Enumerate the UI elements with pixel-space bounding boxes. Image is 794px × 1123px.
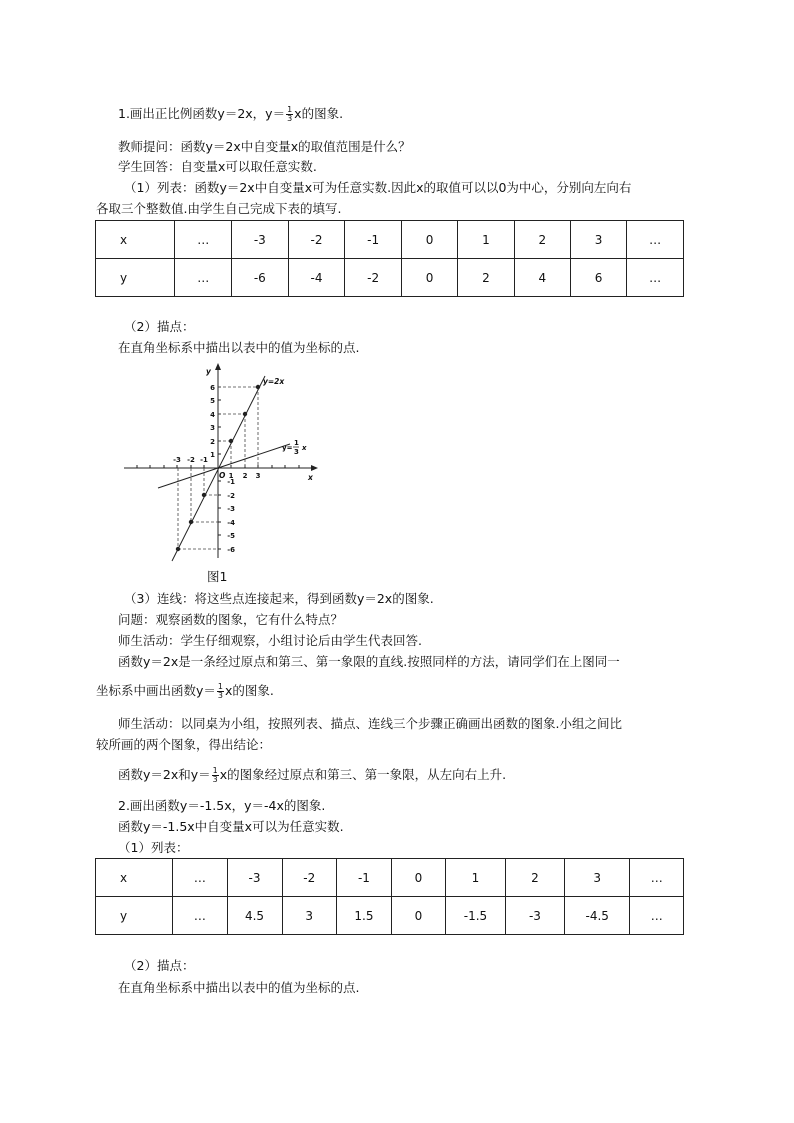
svg-text:1: 1: [294, 439, 299, 447]
fraction: $\frac{1}{3}$: [217, 682, 223, 700]
table-cell-label: x: [96, 859, 173, 897]
table-row-x: [96, 221, 684, 259]
student-answer: 学生回答：自变量x可以取任意实数.: [118, 159, 317, 174]
coordinate-figure: [118, 360, 328, 565]
table-cell: …: [175, 259, 232, 297]
svg-text:-5: -5: [227, 532, 235, 540]
table-cell: 0: [391, 897, 445, 935]
step2-text: 在直角坐标系中描出以表中的值为坐标的点.: [118, 340, 360, 355]
svg-text:-2: -2: [187, 456, 195, 464]
svg-text:3: 3: [210, 424, 215, 432]
table-cell: -1.5: [446, 897, 506, 935]
value-table-1: [95, 220, 684, 297]
table-cell: 2: [514, 221, 570, 259]
line-y-third-x: [158, 444, 290, 488]
origin-label: O: [219, 471, 226, 480]
table-cell: -6: [232, 259, 289, 297]
svg-text:3: 3: [255, 472, 261, 480]
table-cell: -4: [288, 259, 345, 297]
description-line2: 坐标系中画出函数y＝ $\frac{1}{3}$ x的图象.: [96, 682, 274, 700]
table-cell: 4: [514, 259, 570, 297]
table-cell: 3: [570, 221, 626, 259]
svg-text:1: 1: [210, 451, 215, 459]
table-cell: …: [630, 859, 684, 897]
table-cell: 3: [564, 859, 629, 897]
svg-text:3: 3: [294, 448, 299, 456]
table-cell: -2: [282, 859, 336, 897]
svg-text:2: 2: [242, 472, 248, 480]
table-cell-label: x: [96, 221, 175, 259]
table-cell: …: [175, 221, 232, 259]
table-row-x: [96, 859, 684, 897]
svg-text:-4: -4: [227, 519, 235, 527]
figure-caption: 图1: [207, 569, 228, 584]
step1-line2: 各取三个整数值.由学生自己完成下表的填写.: [96, 201, 342, 216]
table-cell: 6: [570, 259, 626, 297]
line1-label: y=2x: [263, 377, 285, 386]
section2-step2-title: （2）描点：: [124, 958, 195, 973]
section2-domain-text: 函数y＝-1.5x中自变量x可以为任意实数.: [118, 819, 344, 834]
table-cell: -1: [336, 859, 391, 897]
activity-text: 师生活动：学生仔细观察，小组讨论后由学生代表回答.: [118, 633, 422, 648]
table-cell: 3: [282, 897, 336, 935]
table-row-y: [96, 897, 684, 935]
svg-text:-6: -6: [227, 546, 235, 554]
table-cell: …: [627, 259, 684, 297]
table-row-y: [96, 259, 684, 297]
svg-text:x: x: [302, 444, 307, 452]
table-cell: 0: [401, 221, 457, 259]
step2-title: （2）描点：: [124, 319, 195, 334]
svg-text:4: 4: [210, 411, 215, 419]
table-cell: -2: [345, 259, 402, 297]
table-cell: 0: [391, 859, 445, 897]
svg-text:-1: -1: [227, 478, 235, 486]
table-cell: 4.5: [227, 897, 282, 935]
group-activity-line1: 师生活动：以同桌为小组，按照列表、描点、连线三个步骤正确画出函数的图象.小组之间比: [118, 716, 622, 731]
description-line1: 函数y＝2x是一条经过原点和第三、第一象限的直线.按照同样的方法，请同学们在上图同一: [118, 654, 620, 669]
svg-text:-2: -2: [227, 492, 235, 500]
value-table-2: [95, 858, 684, 935]
section2-step2-text: 在直角坐标系中描出以表中的值为坐标的点.: [118, 980, 360, 995]
table-cell: 1: [446, 859, 506, 897]
y-axis-label: y: [206, 367, 211, 376]
svg-text:1: 1: [228, 472, 234, 480]
svg-text:6: 6: [210, 384, 215, 392]
line2-label: [282, 439, 307, 456]
svg-text:-3: -3: [173, 456, 181, 464]
table-cell: 2: [458, 259, 514, 297]
table-cell-label: y: [96, 897, 173, 935]
conclusion-text: 函数y＝2x和y＝ $\frac{1}{3}$ x的图象经过原点和第三、第一象限，从左向右上升.: [118, 766, 507, 784]
table-cell: -3: [232, 221, 289, 259]
svg-text:2: 2: [210, 438, 215, 446]
y-axis-arrow: [215, 363, 221, 370]
table-cell: …: [627, 221, 684, 259]
svg-text:5: 5: [210, 397, 215, 405]
step1-line1: （1）列表：函数y＝2x中自变量x可为任意实数.因此x的取值可以以0为中心，分别向左向右: [124, 180, 632, 195]
table-cell: 0: [401, 259, 457, 297]
table-cell: -1: [345, 221, 402, 259]
teacher-question: 教师提问：函数y＝2x中自变量x的取值范围是什么？: [118, 139, 411, 154]
table-cell: 1.5: [336, 897, 391, 935]
table-cell: 2: [505, 859, 564, 897]
table-cell: 1: [458, 221, 514, 259]
svg-text:-3: -3: [227, 505, 235, 513]
table-cell: …: [630, 897, 684, 935]
section2-heading: 2.画出函数y＝-1.5x，y＝-4x的图象.: [118, 798, 326, 813]
section2-step1-title: （1）列表：: [118, 840, 189, 855]
question-text: 问题：观察函数的图象，它有什么特点？: [118, 612, 344, 627]
group-activity-line2: 较所画的两个图象，得出结论：: [96, 737, 272, 752]
x-axis-label: x: [308, 473, 313, 482]
table-cell: …: [173, 859, 227, 897]
table-cell-label: y: [96, 259, 175, 297]
fraction: $\frac{1}{3}$: [287, 105, 293, 123]
step3-text: （3）连线：将这些点连接起来，得到函数y＝2x的图象.: [124, 591, 434, 606]
table-cell: -2: [288, 221, 345, 259]
table-cell: -3: [227, 859, 282, 897]
table-cell: -4.5: [564, 897, 629, 935]
x-axis-arrow: [311, 465, 318, 471]
table-cell: -3: [505, 897, 564, 935]
table-cell: …: [173, 897, 227, 935]
svg-text:y=: y=: [282, 444, 293, 452]
section1-heading: 1.画出正比例函数y＝2x，y＝ $\frac{1}{3}$ x的图象.: [118, 105, 344, 123]
fraction: $\frac{1}{3}$: [212, 766, 218, 784]
svg-text:-1: -1: [200, 456, 208, 464]
